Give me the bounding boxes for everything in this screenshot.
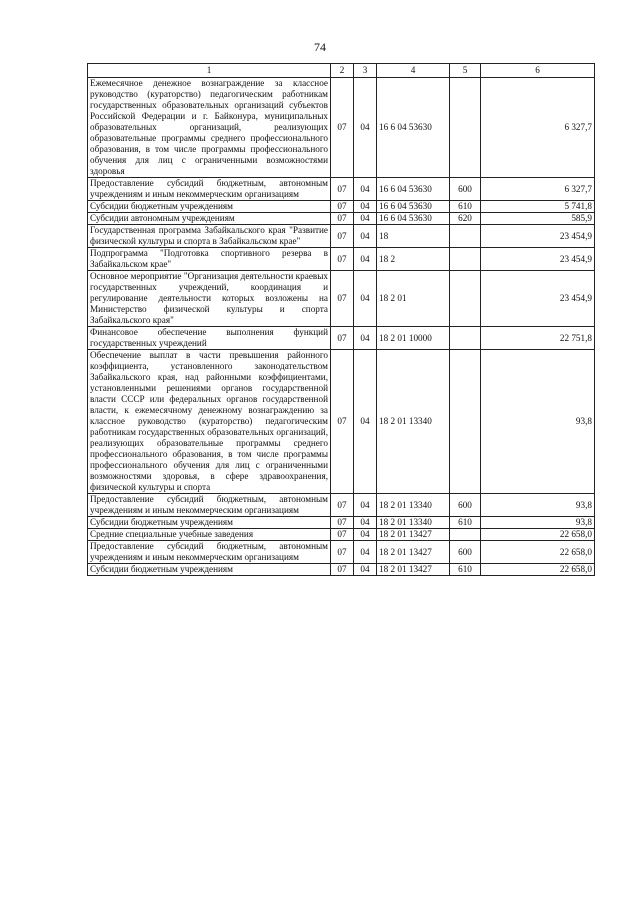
row-amount-cell: 585,9	[481, 213, 595, 225]
row-subsection-cell: 04	[354, 248, 377, 271]
row-target-article-cell: 16 6 04 53630	[377, 178, 450, 201]
row-subsection-cell: 04	[354, 494, 377, 517]
row-target-article-cell: 18 2 01 13427	[377, 564, 450, 576]
row-target-article-cell: 18 2 01	[377, 271, 450, 327]
row-subsection-cell: 04	[354, 350, 377, 494]
row-section-cell: 07	[331, 327, 354, 350]
row-section-cell: 07	[331, 350, 354, 494]
row-section-cell: 07	[331, 517, 354, 529]
row-amount-cell: 23 454,9	[481, 225, 595, 248]
header-cell: 3	[354, 64, 377, 78]
row-amount-cell: 93,8	[481, 350, 595, 494]
row-subsection-cell: 04	[354, 327, 377, 350]
row-name-cell: Подпрограмма "Подготовка спортивного резерва в Забайкальском крае"	[88, 248, 331, 271]
row-subsection-cell: 04	[354, 271, 377, 327]
row-section-cell: 07	[331, 225, 354, 248]
table-row	[88, 271, 595, 327]
row-section-cell: 07	[331, 178, 354, 201]
row-subsection-cell: 04	[354, 213, 377, 225]
row-expense-type-cell	[450, 248, 481, 271]
row-section-cell: 07	[331, 248, 354, 271]
page-number: 74	[314, 40, 326, 54]
table-row	[88, 529, 595, 541]
row-name-cell: Субсидии бюджетным учреждениям	[88, 564, 331, 576]
row-target-article-cell: 18 2 01 13427	[377, 529, 450, 541]
row-subsection-cell: 04	[354, 225, 377, 248]
header-cell: 4	[377, 64, 450, 78]
row-amount-cell: 22 658,0	[481, 541, 595, 564]
row-expense-type-cell: 600	[450, 494, 481, 517]
row-name-cell: Субсидии бюджетным учреждениям	[88, 201, 331, 213]
table-row	[88, 564, 595, 576]
row-section-cell: 07	[331, 271, 354, 327]
table-row	[88, 225, 595, 248]
row-section-cell: 07	[331, 541, 354, 564]
row-expense-type-cell	[450, 327, 481, 350]
row-expense-type-cell	[450, 529, 481, 541]
row-amount-cell: 5 741,8	[481, 201, 595, 213]
row-subsection-cell: 04	[354, 517, 377, 529]
header-cell: 5	[450, 64, 481, 78]
table-row	[88, 178, 595, 201]
row-amount-cell: 22 751,8	[481, 327, 595, 350]
header-cell: 6	[481, 64, 595, 78]
row-expense-type-cell	[450, 78, 481, 178]
budget-table	[87, 63, 595, 576]
table-row	[88, 78, 595, 178]
table-row	[88, 248, 595, 271]
row-name-cell: Средние специальные учебные заведения	[88, 529, 331, 541]
table-row	[88, 541, 595, 564]
row-section-cell: 07	[331, 201, 354, 213]
table-row	[88, 494, 595, 517]
row-expense-type-cell: 600	[450, 178, 481, 201]
row-name-cell: Предоставление субсидий бюджетным, автономным учреждениям и иным некоммерческим организациям	[88, 541, 331, 564]
row-subsection-cell: 04	[354, 564, 377, 576]
row-amount-cell: 6 327,7	[481, 78, 595, 178]
row-subsection-cell: 04	[354, 178, 377, 201]
table-header-row	[88, 64, 595, 78]
row-amount-cell: 6 327,7	[481, 178, 595, 201]
header-cell: 2	[331, 64, 354, 78]
row-section-cell: 07	[331, 494, 354, 517]
row-subsection-cell: 04	[354, 529, 377, 541]
row-target-article-cell: 18 2 01 13340	[377, 494, 450, 517]
table-row	[88, 327, 595, 350]
row-name-cell: Субсидии автономным учреждениям	[88, 213, 331, 225]
row-target-article-cell: 18 2 01 13340	[377, 350, 450, 494]
row-amount-cell: 22 658,0	[481, 529, 595, 541]
table-row	[88, 201, 595, 213]
row-name-cell: Субсидии бюджетным учреждениям	[88, 517, 331, 529]
row-amount-cell: 22 658,0	[481, 564, 595, 576]
row-name-cell: Государственная программа Забайкальского края "Развитие физической культуры и спорта в Забайкальском крае"	[88, 225, 331, 248]
row-name-cell: Финансовое обеспечение выполнения функций государственных учреждений	[88, 327, 331, 350]
table-row	[88, 213, 595, 225]
row-expense-type-cell: 610	[450, 564, 481, 576]
row-section-cell: 07	[331, 213, 354, 225]
row-subsection-cell: 04	[354, 201, 377, 213]
row-expense-type-cell	[450, 350, 481, 494]
row-target-article-cell: 16 6 04 53630	[377, 213, 450, 225]
row-target-article-cell: 18 2 01 13340	[377, 517, 450, 529]
row-expense-type-cell: 620	[450, 213, 481, 225]
row-target-article-cell: 16 6 04 53630	[377, 201, 450, 213]
row-name-cell: Обеспечение выплат в части превышения районного коэффициента, установленного законодательством Забайкальского края, над районными коэффициентами, установленными решениями органов государственной власти СССР или федеральных органов государственной власти, к ежемесячному денежному вознаграждению за классное руководство (кураторство) педагогическим работникам государственных образовательных организаций, реализующих образовательные программы среднего профессионального образования, в том числе программы профессионального обучения для лиц с ограниченными возможностями здоровья, в сфере здравоохранения, физической культуры и спорта	[88, 350, 331, 494]
row-target-article-cell: 18	[377, 225, 450, 248]
row-name-cell: Ежемесячное денежное вознаграждение за классное руководство (кураторство) педагогическим работникам государственных образовательных организаций субъектов Российской Федерации и г. Байконура, муниципальных образовательных организаций, реализующих образовательные программы среднего профессионального образования, в том числе программы профессионального обучения для лиц с ограниченными возможностями здоровья	[88, 78, 331, 178]
row-section-cell: 07	[331, 529, 354, 541]
row-amount-cell: 23 454,9	[481, 248, 595, 271]
header-cell: 1	[88, 64, 331, 78]
row-amount-cell: 93,8	[481, 494, 595, 517]
row-expense-type-cell: 610	[450, 517, 481, 529]
row-section-cell: 07	[331, 78, 354, 178]
row-target-article-cell: 18 2 01 10000	[377, 327, 450, 350]
row-expense-type-cell	[450, 271, 481, 327]
row-expense-type-cell: 600	[450, 541, 481, 564]
table-row	[88, 350, 595, 494]
row-target-article-cell: 16 6 04 53630	[377, 78, 450, 178]
row-amount-cell: 23 454,9	[481, 271, 595, 327]
row-expense-type-cell: 610	[450, 201, 481, 213]
row-section-cell: 07	[331, 564, 354, 576]
row-amount-cell: 93,8	[481, 517, 595, 529]
row-target-article-cell: 18 2 01 13427	[377, 541, 450, 564]
table-row	[88, 517, 595, 529]
row-name-cell: Предоставление субсидий бюджетным, автономным учреждениям и иным некоммерческим организациям	[88, 494, 331, 517]
row-expense-type-cell	[450, 225, 481, 248]
row-name-cell: Предоставление субсидий бюджетным, автономным учреждениям и иным некоммерческим организациям	[88, 178, 331, 201]
row-name-cell: Основное мероприятие "Организация деятельности краевых государственных учреждений, координация и регулирование деятельности которых возложены на Министерство физической культуры и спорта Забайкальского края"	[88, 271, 331, 327]
row-subsection-cell: 04	[354, 78, 377, 178]
row-subsection-cell: 04	[354, 541, 377, 564]
row-target-article-cell: 18 2	[377, 248, 450, 271]
